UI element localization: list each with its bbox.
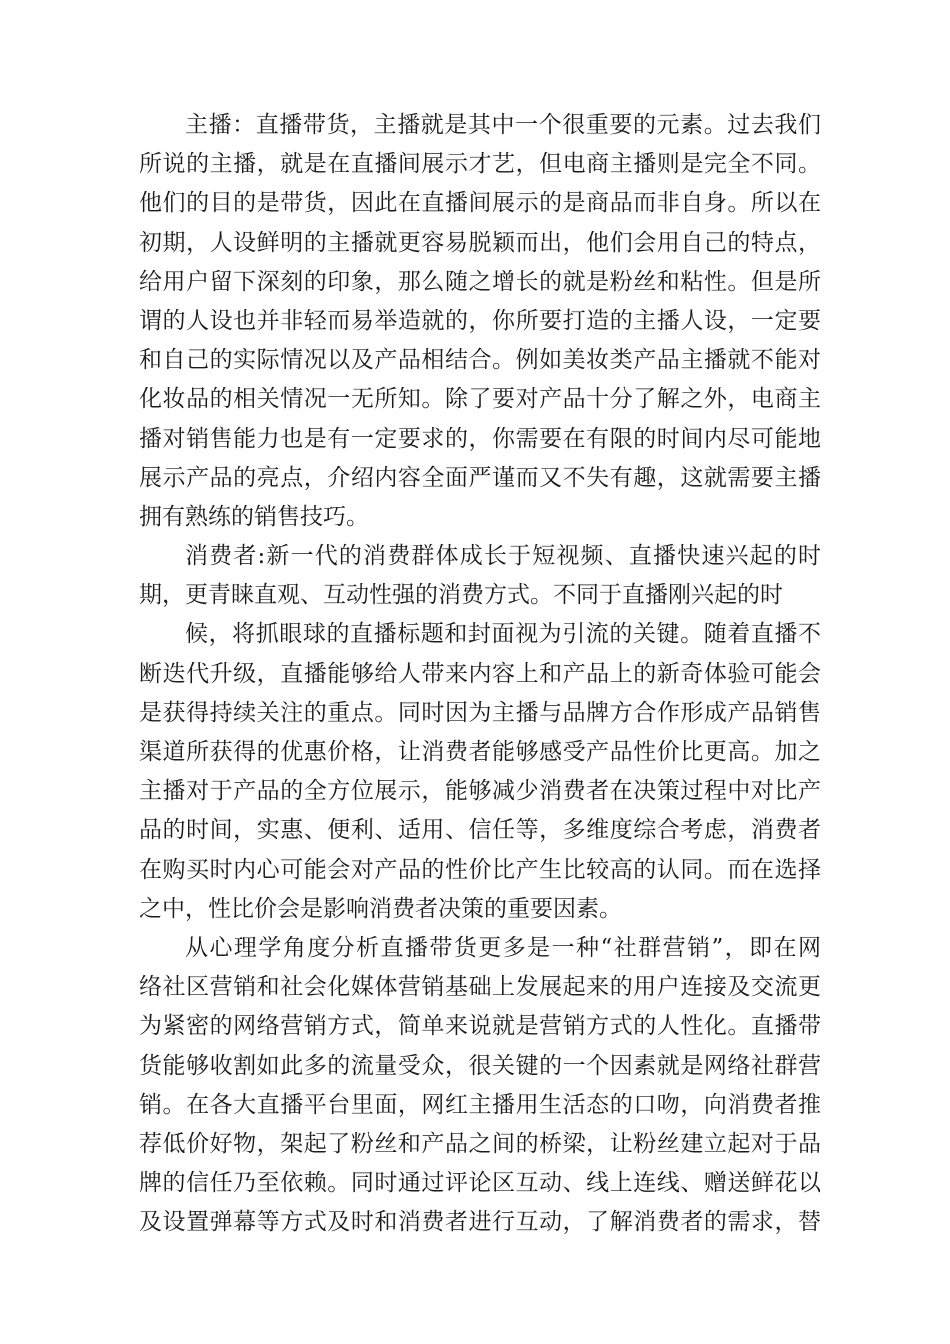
text-line: 给用户留下深刻的印象，那么随之增长的就是粉丝和粘性。但是所 xyxy=(139,268,821,295)
text-line: 及设置弹幕等方式及时和消费者进行互动，了解消费者的需求，替 xyxy=(139,1209,821,1236)
body-text xyxy=(139,106,821,1242)
text-line: 断迭代升级，直播能够给人带来内容上和产品上的新奇体验可能会 xyxy=(139,660,821,687)
paragraph xyxy=(139,106,821,537)
text-line: 他们的目的是带货，因此在直播间展示的是商品而非自身。所以在 xyxy=(139,190,821,217)
text-line: 从心理学角度分析直播带货更多是一种“社群营销”，即在网 xyxy=(185,934,821,961)
text-line: 消费者:新一代的消费群体成长于短视频、直播快速兴起的时 xyxy=(185,543,821,570)
paragraph xyxy=(139,929,821,1243)
text-line: 播对销售能力也是有一定要求的，你需要在有限的时间内尽可能地 xyxy=(139,425,821,452)
text-line: 所说的主播，就是在直播间展示才艺，但电商主播则是完全不同。 xyxy=(139,151,821,178)
text-line: 荐低价好物，架起了粉丝和产品之间的桥梁，让粉丝建立起对于品 xyxy=(139,1130,821,1157)
text-line: 销。在各大直播平台里面，网红主播用生活态的口吻，向消费者推 xyxy=(139,1091,821,1118)
text-line: 化妆品的相关情况一无所知。除了要对产品十分了解之外，电商主 xyxy=(139,386,821,413)
text-line: 展示产品的亮点，介绍内容全面严谨而又不失有趣，这就需要主播 xyxy=(139,464,821,491)
text-line: 为紧密的网络营销方式，简单来说就是营销方式的人性化。直播带 xyxy=(139,1013,821,1040)
text-line: 是获得持续关注的重点。同时因为主播与品牌方合作形成产品销售 xyxy=(139,699,821,726)
text-line: 渠道所获得的优惠价格，让消费者能够感受产品性价比更高。加之 xyxy=(139,739,821,765)
text-line: 拥有熟练的销售技巧。 xyxy=(139,503,369,530)
text-line: 主播对于产品的全方位展示，能够减少消费者在决策过程中对比产 xyxy=(139,778,821,805)
text-line: 之中，性比价会是影响消费者决策的重要因素。 xyxy=(139,895,622,922)
text-line: 初期，人设鲜明的主播就更容易脱颖而出，他们会用自己的特点， xyxy=(139,229,821,256)
paragraph xyxy=(139,537,821,615)
text-line: 牌的信任乃至依赖。同时通过评论区互动、线上连线、赠送鲜花以 xyxy=(139,1170,821,1197)
text-line: 候，将抓眼球的直播标题和封面视为引流的关键。随着直播不 xyxy=(185,621,821,648)
text-line: 和自己的实际情况以及产品相结合。例如美妆类产品主播就不能对 xyxy=(139,347,821,374)
text-line: 谓的人设也并非轻而易举造就的，你所要打造的主播人设，一定要 xyxy=(139,307,821,334)
text-line: 品的时间，实惠、便利、适用、信任等，多维度综合考虑，消费者 xyxy=(139,817,821,844)
paragraph xyxy=(139,615,821,929)
text-line: 主播：直播带货，主播就是其中一个很重要的元素。过去我们 xyxy=(185,112,821,138)
text-line: 络社区营销和社会化媒体营销基础上发展起来的用户连接及交流更 xyxy=(139,974,821,1001)
text-line: 期，更青睐直观、互动性强的消费方式。不同于直播刚兴起的时 xyxy=(139,582,783,609)
text-line: 在购买时内心可能会对产品的性价比产生比较高的认同。而在选择 xyxy=(139,856,821,883)
text-line: 货能够收割如此多的流量受众，很关键的一个因素就是网络社群营 xyxy=(139,1052,821,1079)
